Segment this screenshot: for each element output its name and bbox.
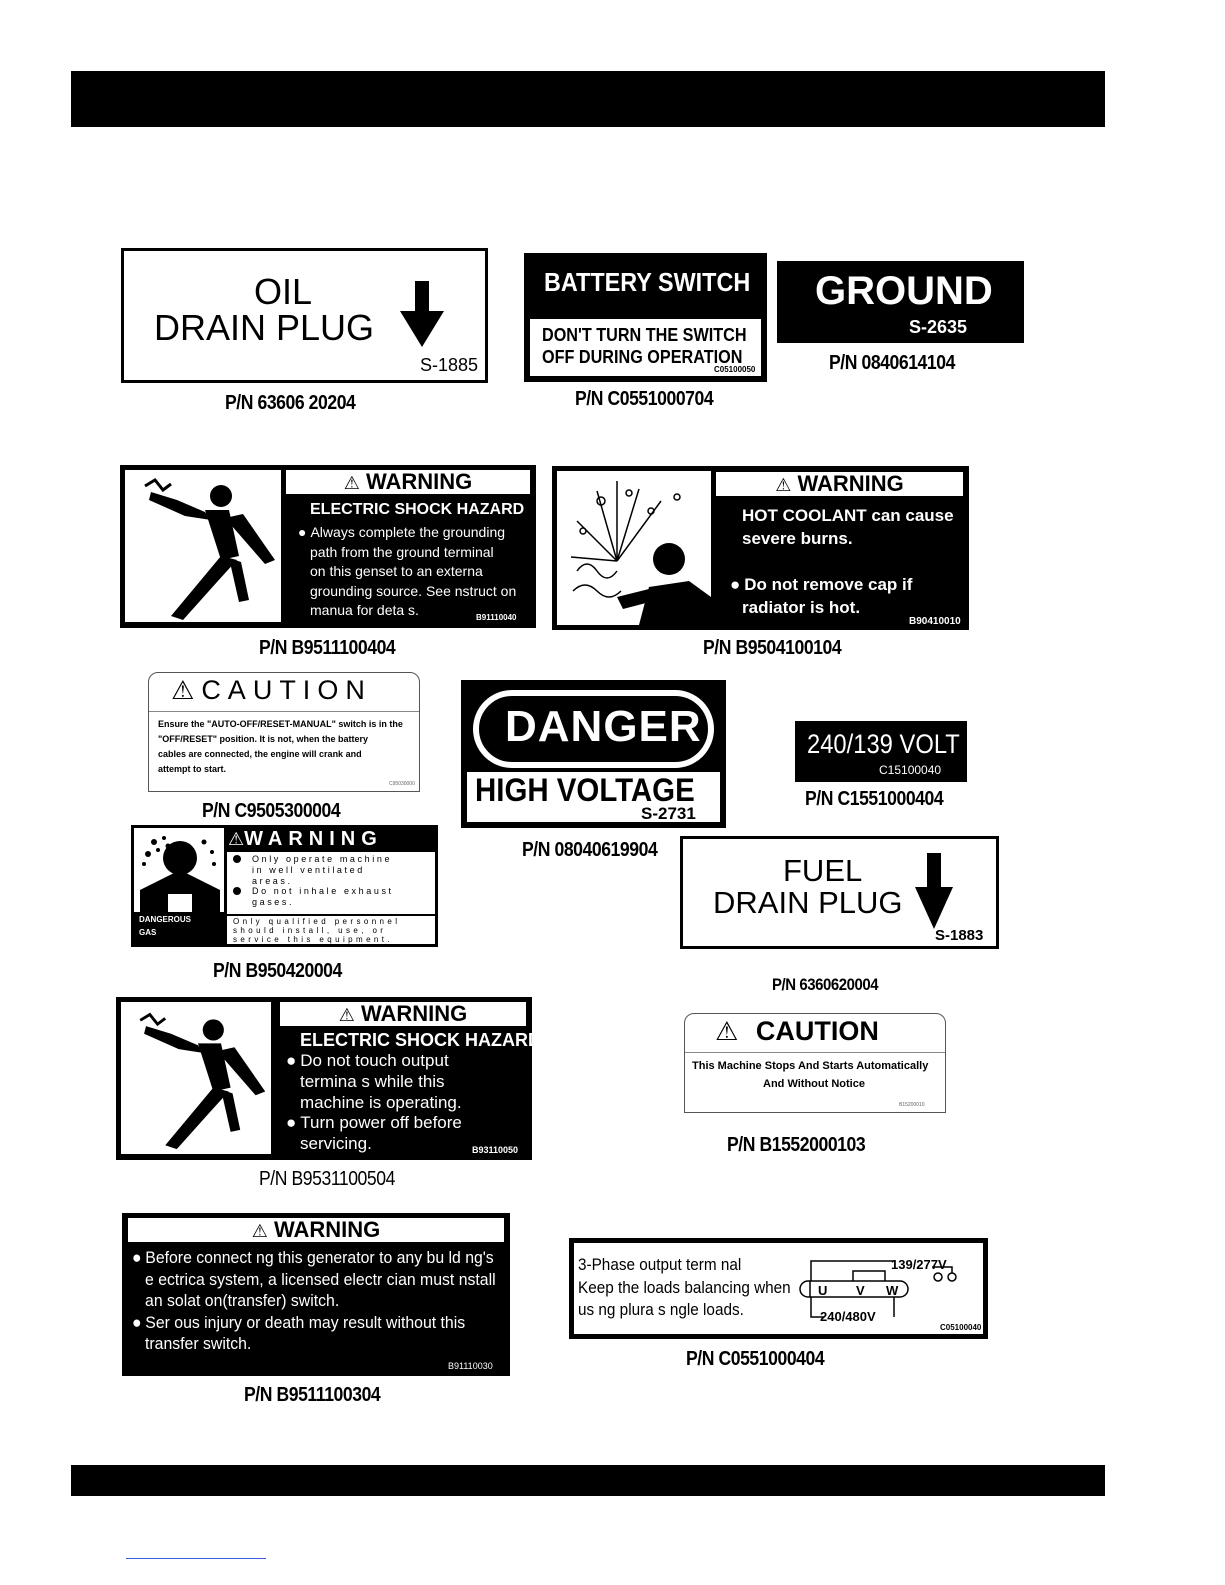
high-voltage-panel (467, 772, 720, 822)
volt-title: 240/139 VOLT (807, 729, 960, 759)
ground-label (777, 261, 1024, 343)
gas-banner-text: WARNING (244, 828, 383, 850)
danger-hv-code: S-2731 (641, 804, 696, 823)
three-phase-v-high: 139/277V (891, 1257, 947, 1272)
hot-coolant-spray-icon (557, 471, 711, 625)
fuel-drain-plug-label (680, 836, 999, 949)
warning-dangerous-gas-label (131, 825, 438, 947)
shock-pictogram-panel-2 (121, 1002, 271, 1154)
terminal-w: W (886, 1283, 899, 1298)
footer-underline (126, 1558, 266, 1559)
warning-electric-2-code: B93110050 (472, 1145, 519, 1155)
warning-banner-1 (286, 470, 530, 494)
coolant-line-2: severe burns. (742, 529, 853, 548)
battery-line-2: OFF DURING OPERATION (542, 347, 743, 367)
gas-bullet-1-line-1: Only operate machine (252, 854, 393, 864)
three-phase-label (569, 1238, 988, 1339)
caution-stop-title-row (715, 1016, 879, 1047)
fuel-drain-code: S-1883 (935, 927, 984, 944)
gas-banner (228, 827, 436, 851)
fuel-text: FUEL (783, 853, 863, 888)
caution-auto-line-0: Ensure the "AUTO-OFF/RESET-MANUAL" switch is in the (158, 719, 403, 729)
drain-plug-text: DRAIN PLUG (154, 307, 375, 348)
three-phase-line-1: 3-Phase output term nal (578, 1255, 742, 1274)
gas-footer-line-1: Only qualified personnel (233, 917, 401, 926)
three-phase-pn: P/N C0551000404 (686, 1348, 825, 1370)
shock-pictogram-panel (125, 470, 281, 622)
warning-triangle-icon: ⚠ (251, 1221, 268, 1241)
gas-bullet-2-line-2: gases. (252, 897, 295, 907)
gas-bullet-1-line-2: in well ventilated (252, 865, 365, 875)
caution-divider (149, 711, 419, 712)
volt-code: C15100040 (879, 763, 942, 777)
warning-electric-2-line-1: termina s while this (300, 1071, 445, 1091)
battery-switch-label (524, 253, 767, 382)
warning-banner-2 (280, 1002, 526, 1026)
warning-transfer-line-4: transfer switch. (145, 1334, 252, 1353)
battery-switch-pn: P/N C0551000704 (575, 388, 714, 410)
three-phase-line-3: us ng plura s ngle loads. (578, 1300, 744, 1319)
coolant-line-1: HOT COOLANT can cause (742, 506, 954, 525)
warning-electric-1-code: B91110040 (476, 613, 517, 622)
battery-switch-code: C05100050 (714, 365, 756, 374)
caution-auto-pn: P/N C9505300004 (202, 800, 341, 822)
danger-title: DANGER (505, 702, 702, 751)
caution-title-row (171, 675, 372, 706)
terminal-u: U (818, 1283, 828, 1298)
oil-drain-pn: P/N 63606 20204 (225, 392, 356, 414)
gas-footer-panel (227, 916, 435, 944)
warning-electric-2-heading: ELECTRIC SHOCK HAZARD (300, 1030, 541, 1050)
warning-hot-coolant-label (552, 466, 969, 630)
warning-electric-1-line-4: manua for deta s. (310, 602, 419, 618)
warning-electric-1-line-0: ● Always complete the grounding (298, 523, 516, 543)
caution-stop-title: CAUTION (755, 1016, 879, 1046)
oil-drain-code: S-1885 (420, 355, 479, 375)
electric-shock-person-icon (121, 1002, 271, 1154)
high-voltage-text: HIGH VOLTAGE (475, 772, 695, 808)
header-bar (71, 71, 1105, 127)
caution-auto-line-2: cables are connected, the engine will crank and (158, 749, 362, 759)
warning-electric-2-line-3: ● Turn power off before (286, 1113, 462, 1134)
battery-line-1: DON'T TURN THE SWITCH (542, 325, 747, 345)
warning-transfer-line-3: ● Ser ous injury or death may result without this (132, 1312, 496, 1334)
gas-bullet-2-line-1: Do not inhale exhaust (252, 886, 394, 896)
caution-auto-title: CAUTION (201, 675, 372, 705)
caution-auto-code: C95030000 (389, 781, 415, 787)
warning-banner-transfer (128, 1218, 504, 1242)
warning-triangle-icon: ⚠ (338, 1005, 355, 1025)
danger-high-voltage-label (461, 680, 726, 828)
caution-stop-line-2: And Without Notice (763, 1078, 865, 1090)
warning-banner-coolant-text: WARNING (797, 471, 904, 496)
warning-transfer-line-2: an solat on(transfer) switch. (145, 1291, 340, 1310)
coolant-line-3: ● Do not remove cap if (730, 575, 912, 595)
caution-auto-off-label (148, 672, 420, 792)
warning-electric-1-line-1: path from the ground terminal (310, 543, 494, 560)
caution-triangle-icon: ⚠ (715, 1016, 739, 1046)
volt-label (795, 721, 967, 782)
warning-coolant-pn: P/N B9504100104 (703, 637, 842, 659)
warning-electric-2-line-2: machine is operating. (300, 1092, 462, 1112)
electric-shock-person-icon (125, 470, 281, 622)
coolant-pictogram-panel (557, 471, 711, 625)
warning-electric-1-pn: P/N B9511100404 (259, 637, 396, 659)
fuel-drain-pn: P/N 6360620004 (772, 975, 879, 994)
warning-transfer-switch-label (122, 1213, 510, 1376)
caution-stop-line-1: This Machine Stops And Starts Automatically (692, 1060, 929, 1072)
warning-banner-transfer-text: WARNING (273, 1217, 381, 1242)
gas-side-label-2: GAS (139, 928, 157, 937)
warning-triangle-icon: ⚠ (343, 473, 360, 493)
gas-bullet-2-dot (233, 887, 241, 895)
warning-electric-shock-label-1 (120, 465, 536, 628)
three-phase-code: C05100040 (940, 1323, 982, 1332)
three-phase-line-2: Keep the loads balancing when (578, 1278, 791, 1297)
down-arrow-icon (915, 853, 953, 929)
warning-banner-1-text: WARNING (365, 469, 473, 494)
warning-electric-2-body (286, 1051, 462, 1155)
warning-electric-2-line-0: ● Do not touch output (286, 1051, 462, 1072)
gas-bullet-1-line-3: areas. (252, 876, 293, 886)
battery-switch-title: BATTERY SWITCH (544, 267, 751, 297)
oil-text: OIL (254, 271, 313, 312)
gas-footer-line-3: service this equipment. (233, 935, 394, 944)
footer-bar (71, 1465, 1105, 1496)
caution-triangle-icon: ⚠ (171, 675, 202, 705)
volt-pn: P/N C1551000404 (805, 788, 944, 810)
caution-stop-code: B15200010 (899, 1102, 925, 1108)
coolant-code: B90410010 (909, 616, 961, 627)
warning-transfer-code: B91110030 (448, 1361, 493, 1371)
caution-stop-divider (685, 1052, 945, 1053)
caution-auto-line-3: attempt to start. (158, 764, 227, 774)
gas-bullet-1-dot (233, 855, 241, 863)
danger-hv-pn: P/N 08040619904 (522, 839, 658, 861)
warning-transfer-pn: P/N B9511100304 (244, 1384, 381, 1406)
gas-pictogram-panel (134, 828, 224, 912)
warning-electric-1-line-3: grounding source. See nstruct on (310, 582, 517, 599)
caution-auto-body (158, 717, 403, 777)
gas-side-label-1: DANGEROUS (139, 915, 192, 924)
warning-electric-1-line-2: on this genset to an externa (310, 563, 483, 579)
danger-oval (473, 690, 714, 768)
warning-banner-coolant (716, 472, 963, 496)
fuel-drain-plug-text: DRAIN PLUG (713, 885, 903, 920)
down-arrow-icon (400, 281, 444, 347)
caution-auto-stop-label (684, 1013, 946, 1113)
three-phase-v-low: 240/480V (820, 1309, 876, 1324)
caution-auto-stop-pn: P/N B1552000103 (727, 1134, 866, 1156)
caution-auto-line-1: "OFF/RESET" position. It is not, when the battery (158, 734, 369, 744)
warning-electric-1-heading: ELECTRIC SHOCK HAZARD (310, 501, 525, 518)
ground-code: S-2635 (909, 317, 968, 337)
coolant-line-4: radiator is hot. (742, 598, 861, 617)
warning-gas-pn: P/N B950420004 (213, 960, 342, 982)
dangerous-gas-person-icon (134, 828, 224, 912)
warning-transfer-body (132, 1247, 523, 1355)
gas-body-panel (227, 852, 435, 914)
warning-electric-2-pn: P/N B9531100504 (259, 1168, 395, 1190)
battery-switch-inner (530, 319, 761, 376)
oil-drain-plug-label (121, 248, 488, 383)
terminal-v: V (856, 1283, 865, 1298)
three-phase-inner (574, 1243, 983, 1334)
warning-electric-1-body (298, 523, 516, 621)
ground-pn: P/N 0840614104 (829, 352, 955, 374)
warning-banner-2-text: WARNING (360, 1001, 468, 1026)
warning-transfer-line-0: ● Before connect ng this generator to any bu ld ng's (132, 1247, 496, 1269)
warning-triangle-icon: ⚠ (775, 475, 792, 495)
warning-triangle-icon: ⚠ (228, 829, 245, 849)
gas-footer-line-2: should install, use, or (233, 926, 387, 935)
warning-electric-2-line-4: servicing. (300, 1134, 372, 1154)
ground-title: GROUND (815, 269, 993, 313)
warning-transfer-line-1: e ectrica system, a licensed electr cian must nstall (145, 1269, 496, 1289)
warning-electric-shock-label-2 (116, 997, 541, 1160)
